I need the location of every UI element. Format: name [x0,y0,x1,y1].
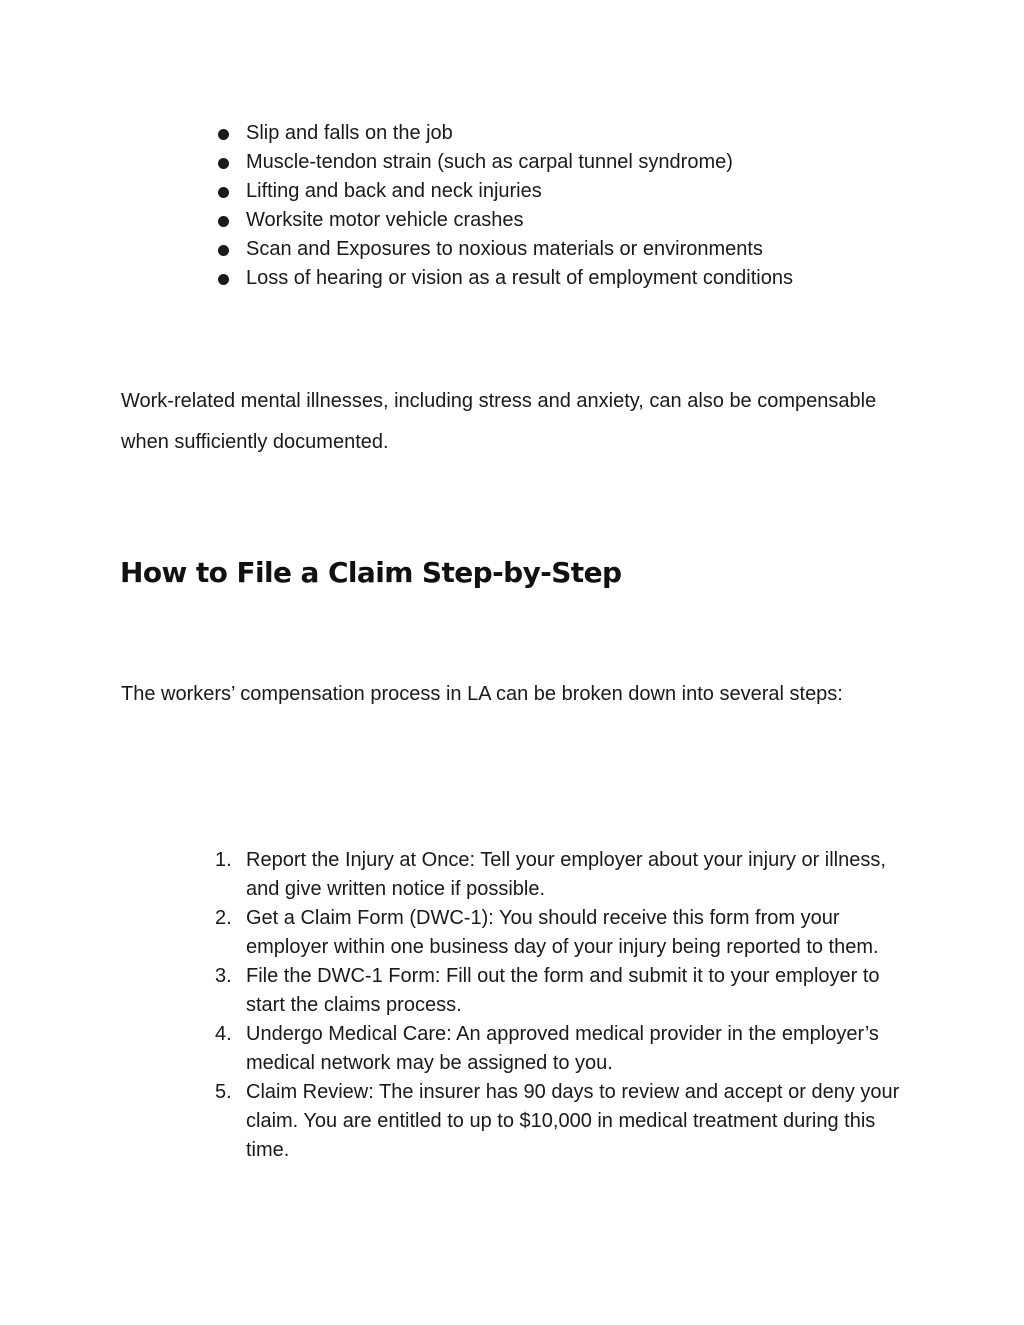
list-item-text: Muscle-tendon strain (such as carpal tunnel syndrome) [246,151,733,173]
injury-types-list [215,119,793,293]
bullet-icon [218,216,229,227]
step-number: 4. [215,1023,232,1045]
section-heading: How to File a Claim Step-by-Step [120,556,622,589]
step-text: Get a Claim Form (DWC-1): You should receive this form from your employer within one business day of your injury being reported to them. [246,907,879,958]
claim-steps-list [215,846,905,1165]
step-text: Report the Injury at Once: Tell your employer about your injury or illness, and give written notice if possible. [246,849,886,900]
list-item [215,846,905,904]
bullet-icon [218,129,229,140]
bullet-icon [218,187,229,198]
list-item-text: Lifting and back and neck injuries [246,180,542,202]
step-text: File the DWC-1 Form: Fill out the form and submit it to your employer to start the claims process. [246,965,880,1016]
process-intro-paragraph: The workers’ compensation process in LA can be broken down into several steps: [121,683,843,705]
list-item-text: Scan and Exposures to noxious materials or environments [246,238,763,260]
list-item [215,904,905,962]
list-item [215,148,793,177]
list-item-text: Worksite motor vehicle crashes [246,209,524,231]
step-number: 2. [215,907,232,929]
list-item [215,177,793,206]
list-item [215,962,905,1020]
step-number: 5. [215,1081,232,1103]
bullet-icon [218,274,229,285]
list-item [215,235,793,264]
step-text: Undergo Medical Care: An approved medical provider in the employer’s medical network may be assigned to you. [246,1023,879,1074]
list-item [215,1020,905,1078]
list-item [215,264,793,293]
list-item [215,1078,905,1165]
step-number: 3. [215,965,232,987]
step-text: Claim Review: The insurer has 90 days to review and accept or deny your claim. You are entitled to up to $10,000 in medical treatment during this time. [246,1081,900,1161]
list-item [215,119,793,148]
bullet-icon [218,158,229,169]
list-item-text: Loss of hearing or vision as a result of employment conditions [246,267,793,289]
list-item [215,206,793,235]
mental-illness-paragraph: Work-related mental illnesses, including stress and anxiety, can also be compensable when sufficiently documented. [121,390,877,453]
step-number: 1. [215,849,232,871]
bullet-icon [218,245,229,256]
list-item-text: Slip and falls on the job [246,122,453,144]
